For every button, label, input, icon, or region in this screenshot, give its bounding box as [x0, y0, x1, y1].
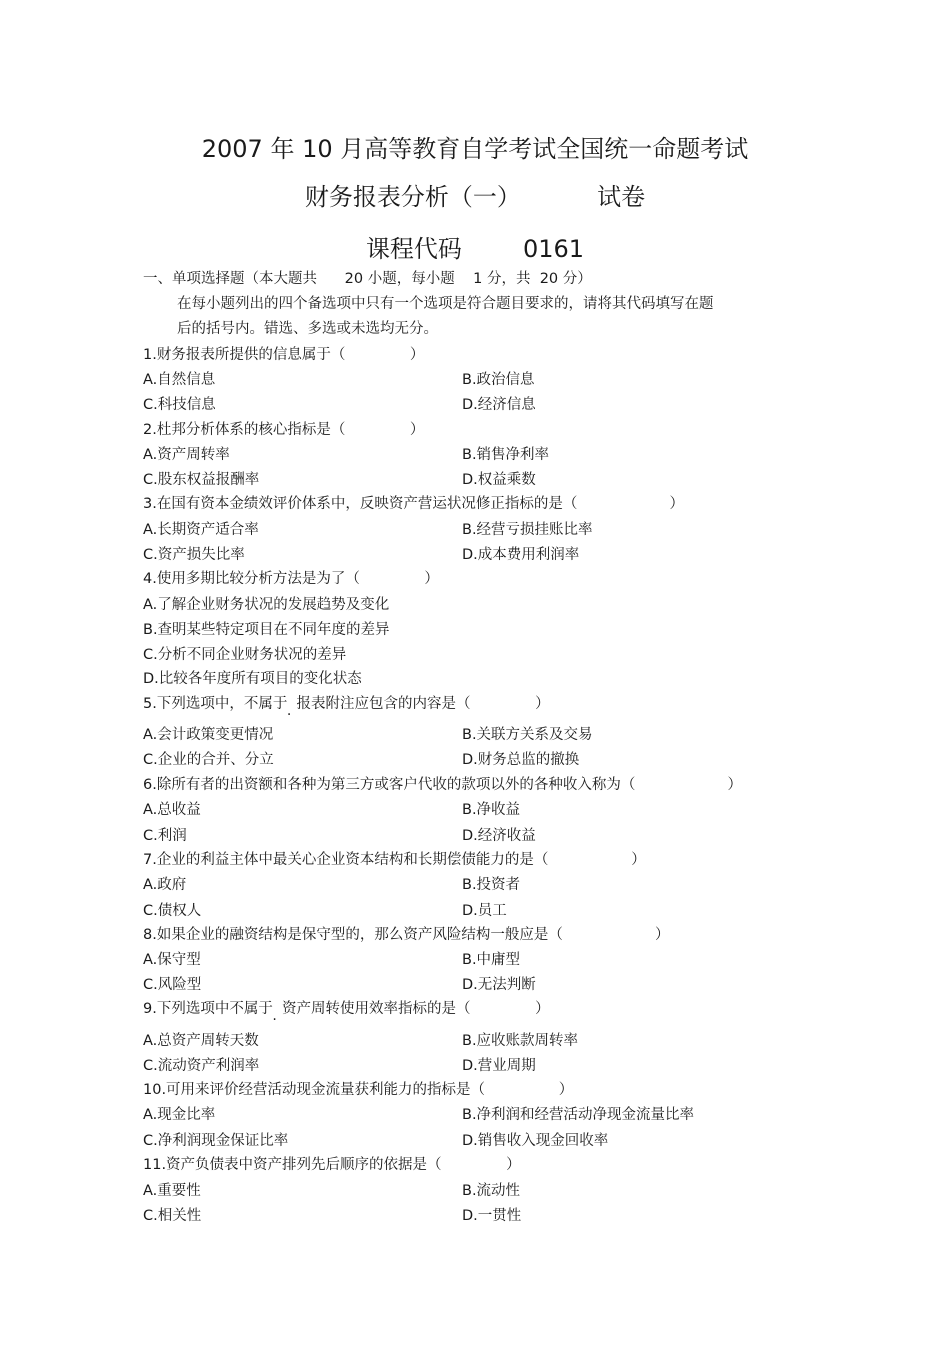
stem-text: 9.下列选项中 — [143, 1001, 230, 1017]
option-c: C.风险型 — [143, 977, 202, 993]
question-stem: 2.杜邦分析体系的核心指标是（ ） — [143, 422, 425, 438]
question-stem — [143, 695, 550, 713]
option-b: B.关联方关系及交易 — [462, 727, 593, 743]
option-d: D.经济信息 — [462, 397, 536, 413]
option-b: B.中庸型 — [462, 952, 521, 968]
exam-subtitle: 财务报表分析（一） 试卷 — [304, 183, 646, 211]
question-stem: 10.可用来评价经营活动现金流量获利能力的指标是（ ） — [143, 1082, 574, 1098]
option-c: C.企业的合并、分立 — [143, 752, 274, 768]
option-b: B.流动性 — [462, 1183, 521, 1199]
question-stem: 11.资产负债表中资产排列先后顺序的依据是（ ） — [143, 1157, 521, 1173]
option-a: A.重要性 — [143, 1183, 201, 1199]
question-stem: 8.如果企业的融资结构是保守型的，那么资产风险结构一般应是（ ） — [143, 927, 670, 943]
option-a: A.长期资产适合率 — [143, 522, 259, 538]
option-a: A.了解企业财务状况的发展趋势及变化 — [143, 597, 390, 613]
stem-text: 5.下列选项中， — [143, 696, 244, 712]
option-d: D.销售收入现金回收率 — [462, 1133, 609, 1149]
option-a: A.保守型 — [143, 952, 201, 968]
stem-text: 报表附注应包含的内容是（ ） — [287, 696, 550, 712]
exam-title: 2007 年 10 月高等教育自学考试全国统一命题考试 — [201, 135, 749, 163]
question-stem: 1.财务报表所提供的信息属于（ ） — [143, 347, 425, 363]
option-a: A.自然信息 — [143, 372, 216, 388]
stem-text: 资产周转使用效率指标的是（ ） — [272, 1001, 550, 1017]
option-a: A.总资产周转天数 — [143, 1033, 259, 1049]
section-instruction: 后的括号内。错选、多选或未选均无分。 — [177, 321, 438, 337]
question-stem — [143, 1000, 550, 1018]
question-stem: 6.除所有者的出资额和各种为第三方或客户代收的款项以外的各种收入称为（ ） — [143, 777, 743, 793]
option-b: B.销售净利率 — [462, 447, 550, 463]
option-c: C.相关性 — [143, 1208, 202, 1224]
option-d: D.经济收益 — [462, 828, 536, 844]
option-d: D.营业周期 — [462, 1058, 536, 1074]
question-stem: 4.使用多期比较分析方法是为了（ ） — [143, 571, 439, 587]
option-b: B.查明某些特定项目在不同年度的差异 — [143, 622, 390, 638]
option-b: B.净利润和经营活动净现金流量比率 — [462, 1107, 695, 1123]
option-a: A.政府 — [143, 877, 187, 893]
question-stem: 7.企业的利益主体中最关心企业资本结构和长期偿债能力的是（ ） — [143, 852, 646, 868]
option-c: C.流动资产利润率 — [143, 1058, 260, 1074]
option-b: B.投资者 — [462, 877, 521, 893]
option-c: C.分析不同企业财务状况的差异 — [143, 647, 347, 663]
option-c: C.资产损失比率 — [143, 547, 245, 563]
option-d: D.成本费用利润率 — [462, 547, 580, 563]
option-d: D.员工 — [462, 903, 507, 919]
option-a: A.会计政策变更情况 — [143, 727, 274, 743]
option-d: D.权益乘数 — [462, 472, 536, 488]
emphasis-text: 不属于 . — [229, 1001, 273, 1017]
section-heading: 一、单项选择题（本大题共 20 小题，每小题 1 分，共 20 分） — [143, 271, 592, 287]
option-b: B.政治信息 — [462, 372, 535, 388]
option-d: D.一贯性 — [462, 1208, 522, 1224]
option-b: B.经营亏损挂账比率 — [462, 522, 593, 538]
option-d: D.无法判断 — [462, 977, 536, 993]
option-b: B.应收账款周转率 — [462, 1033, 579, 1049]
option-b: B.净收益 — [462, 802, 521, 818]
option-c: C.利润 — [143, 828, 187, 844]
question-stem: 3.在国有资本金绩效评价体系中，反映资产营运状况修正指标的是（ ） — [143, 496, 685, 512]
option-a: A.总收益 — [143, 802, 201, 818]
section-instruction: 在每小题列出的四个备选项中只有一个选项是符合题目要求的，请将其代码填写在题 — [177, 296, 714, 312]
option-d: D.比较各年度所有项目的变化状态 — [143, 671, 362, 687]
option-c: C.科技信息 — [143, 397, 216, 413]
course-code: 课程代码 0161 — [365, 235, 585, 263]
option-c: C.净利润现金保证比率 — [143, 1133, 289, 1149]
option-d: D.财务总监的撤换 — [462, 752, 580, 768]
option-c: C.股东权益报酬率 — [143, 472, 260, 488]
option-a: A.资产周转率 — [143, 447, 230, 463]
option-a: A.现金比率 — [143, 1107, 216, 1123]
emphasis-text: 不属于 . — [244, 696, 288, 712]
option-c: C.债权人 — [143, 903, 202, 919]
